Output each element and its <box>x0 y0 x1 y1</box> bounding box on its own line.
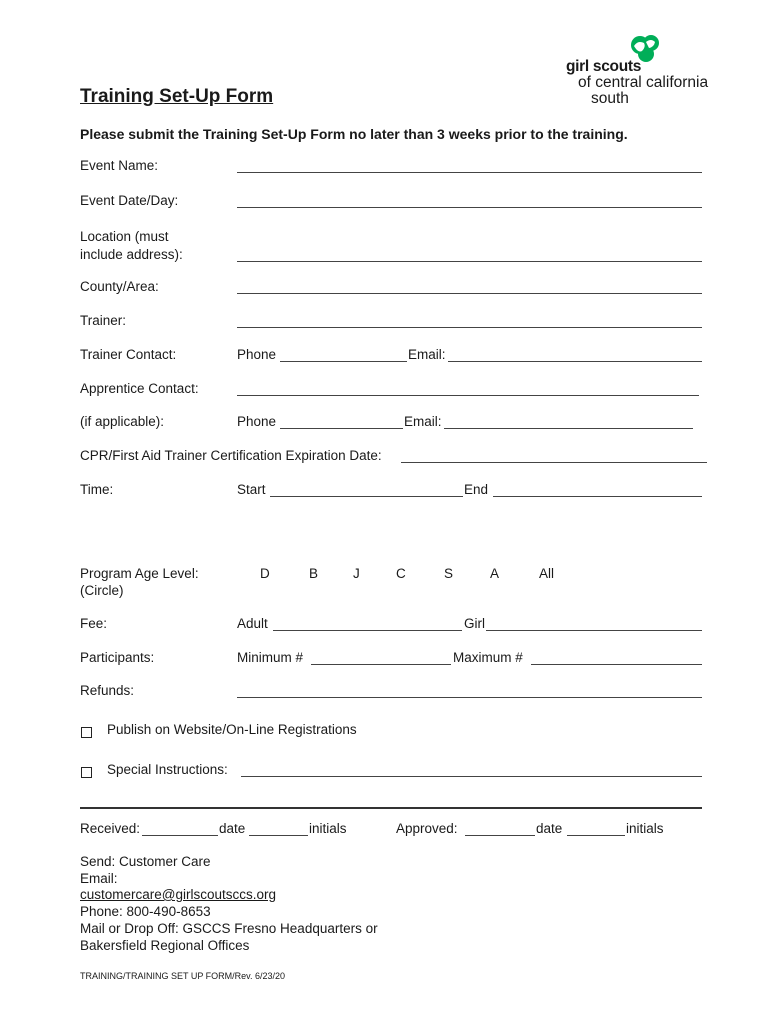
section-divider <box>80 807 702 809</box>
logo-line2: of central california <box>578 74 709 91</box>
cpr-label: CPR/First Aid Trainer Certification Expiration Date: <box>80 448 382 463</box>
special-instructions-checkbox[interactable] <box>81 767 92 778</box>
logo-line3: south <box>591 90 629 107</box>
apprentice-email-field[interactable] <box>444 428 693 429</box>
trainer-field[interactable] <box>237 327 702 328</box>
age-level-s[interactable]: S <box>444 566 454 581</box>
cpr-field[interactable] <box>401 462 707 463</box>
special-instructions-field[interactable] <box>241 776 702 777</box>
minimum-label: Minimum # <box>237 650 304 665</box>
send-phone: Phone: 800-490-8653 <box>80 904 211 919</box>
county-label: County/Area: <box>80 279 159 294</box>
age-level-j[interactable]: J <box>353 566 360 581</box>
apprentice-contact-label: Apprentice Contact: <box>80 381 199 396</box>
county-field[interactable] <box>237 293 702 294</box>
maximum-label: Maximum # <box>453 650 523 665</box>
form-footer: TRAINING/TRAINING SET UP FORM/Rev. 6/23/20 <box>80 971 286 981</box>
publish-label: Publish on Website/On-Line Registrations <box>107 722 357 737</box>
girl-fee-field[interactable] <box>486 630 702 631</box>
age-level-b[interactable]: B <box>309 566 319 581</box>
send-line1: Send: Customer Care <box>80 854 211 869</box>
trainer-contact-label: Trainer Contact: <box>80 347 177 362</box>
trainer-label: Trainer: <box>80 313 127 328</box>
apprentice-phone-field[interactable] <box>280 428 403 429</box>
event-date-field[interactable] <box>237 207 702 208</box>
fee-label: Fee: <box>80 616 108 631</box>
apprentice-contact-field[interactable] <box>237 395 699 396</box>
approved-field[interactable] <box>465 835 535 836</box>
logo-line1: girl scouts <box>566 58 642 75</box>
apprentice-phone-label: Phone <box>237 414 277 429</box>
start-field[interactable] <box>270 496 463 497</box>
age-level-all[interactable]: All <box>539 566 555 581</box>
logo <box>560 34 710 108</box>
location-label-line1: Location (must <box>80 229 169 244</box>
age-level-d[interactable]: D <box>260 566 270 581</box>
trainer-phone-label: Phone <box>237 347 277 362</box>
start-label: Start <box>237 482 266 497</box>
girl-label: Girl <box>464 616 485 631</box>
time-label: Time: <box>80 482 114 497</box>
form-instruction: Please submit the Training Set-Up Form no later than 3 weeks prior to the training. <box>80 126 628 142</box>
received-initials-label: initials <box>309 821 347 836</box>
send-email-label: Email: <box>80 871 118 886</box>
send-offices-line: Bakersfield Regional Offices <box>80 938 250 953</box>
form-title: Training Set-Up Form <box>80 86 274 107</box>
age-level-a[interactable]: A <box>490 566 500 581</box>
received-date-field[interactable] <box>249 835 308 836</box>
send-mail-line: Mail or Drop Off: GSCCS Fresno Headquarters or <box>80 921 378 936</box>
refunds-label: Refunds: <box>80 683 135 698</box>
approved-date-label: date <box>536 821 563 836</box>
location-label-line2: include address): <box>80 247 183 262</box>
program-age-label-line2: (Circle) <box>80 583 124 598</box>
if-applicable-label: (if applicable): <box>80 414 165 429</box>
approved-label: Approved: <box>396 821 458 836</box>
minimum-field[interactable] <box>311 664 451 665</box>
received-field[interactable] <box>142 835 218 836</box>
received-label: Received: <box>80 821 141 836</box>
trainer-email-field[interactable] <box>448 361 702 362</box>
program-age-label-line1: Program Age Level: <box>80 566 199 581</box>
location-field[interactable] <box>237 261 702 262</box>
age-level-c[interactable]: C <box>396 566 406 581</box>
maximum-field[interactable] <box>531 664 702 665</box>
customer-care-email-link[interactable]: customercare@girlscoutsccs.org <box>80 887 277 902</box>
received-date-label: date <box>219 821 246 836</box>
approved-initials-label: initials <box>626 821 664 836</box>
trainer-phone-field[interactable] <box>280 361 407 362</box>
apprentice-email-label: Email: <box>404 414 442 429</box>
event-name-field[interactable] <box>237 172 702 173</box>
adult-fee-field[interactable] <box>273 630 462 631</box>
adult-label: Adult <box>237 616 268 631</box>
approved-date-field[interactable] <box>567 835 625 836</box>
event-name-label: Event Name: <box>80 158 159 173</box>
refunds-field[interactable] <box>237 697 702 698</box>
event-date-label: Event Date/Day: <box>80 193 179 208</box>
end-field[interactable] <box>493 496 702 497</box>
end-label: End <box>464 482 489 497</box>
publish-checkbox[interactable] <box>81 727 92 738</box>
special-instructions-label: Special Instructions: <box>107 762 228 777</box>
trainer-email-label: Email: <box>408 347 446 362</box>
participants-label: Participants: <box>80 650 155 665</box>
